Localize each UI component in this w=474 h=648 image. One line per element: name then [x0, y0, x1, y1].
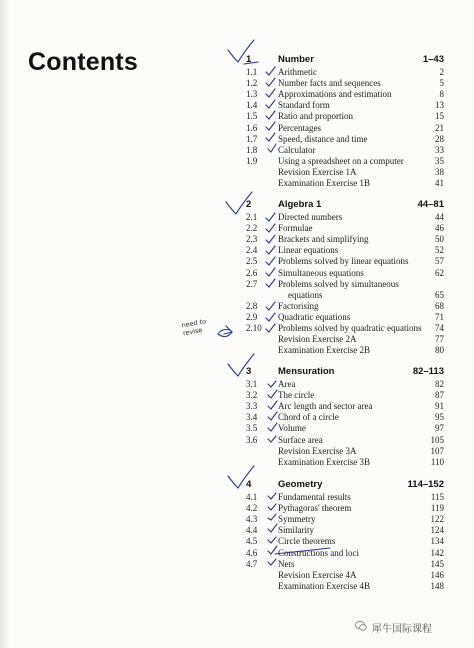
section-title: Pythagoras' theorem: [278, 503, 352, 514]
toc-entry[interactable]: [0, 245, 474, 256]
section-number: 1.7: [246, 133, 258, 144]
section-number: 3.4: [246, 412, 258, 423]
chapter-heading[interactable]: [0, 54, 474, 66]
section-page: 62: [435, 267, 444, 278]
section-page: 134: [430, 536, 444, 547]
section-title: The circle: [278, 390, 315, 401]
section-page: 74: [435, 323, 444, 333]
section-number: 4.4: [246, 525, 258, 536]
toc-entry[interactable]: [0, 412, 474, 423]
toc-entry[interactable]: [0, 134, 474, 145]
section-number: 1.3: [246, 89, 258, 100]
section-title: Linear equations: [278, 245, 339, 256]
section-number: 4.1: [246, 492, 258, 502]
section-number: 2.7: [246, 278, 258, 289]
section-page: 5: [439, 78, 444, 89]
toc-entry[interactable]: [0, 345, 474, 356]
section-number: 2.2: [246, 223, 258, 234]
section-title: Ratio and proportion: [278, 111, 353, 122]
chapter-page-range: 44–81: [417, 199, 444, 210]
toc-entry[interactable]: [0, 334, 474, 345]
chapter-title: Number: [278, 54, 314, 65]
section-title: Formulae: [278, 223, 313, 234]
section-title: Approximations and estimation: [278, 89, 392, 100]
section-number: 4.7: [246, 558, 258, 569]
section-page: 87: [435, 390, 444, 401]
section-title: Examination Exercise 4B: [278, 580, 370, 591]
toc-entry[interactable]: [0, 390, 474, 401]
section-number: 2.3: [246, 234, 258, 245]
section-page: 82: [435, 379, 444, 389]
section-title: Brackets and simplifying: [278, 234, 369, 245]
chapter-heading[interactable]: [0, 199, 474, 211]
chapter-1: [0, 54, 474, 191]
section-page: 57: [435, 256, 444, 267]
chapter-4: [0, 479, 474, 594]
section-title: Chord of a circle: [278, 412, 339, 423]
page-title: Contents: [28, 48, 138, 76]
section-number: 2.10: [246, 323, 262, 333]
chapter-number: 3: [246, 366, 252, 377]
section-page: 41: [435, 178, 444, 188]
section-title: Using a spreadsheet on a computer: [278, 155, 404, 166]
chapter-heading[interactable]: [0, 479, 474, 491]
section-title: Fundamental results: [278, 492, 351, 502]
section-title: Calculator: [278, 144, 316, 155]
section-title: Similarity: [278, 525, 314, 536]
section-title: Problems solved by linear equations: [278, 256, 409, 267]
section-number: 4.2: [246, 503, 258, 514]
section-number: 1.6: [246, 122, 258, 133]
toc-entry[interactable]: [0, 379, 474, 390]
section-page: 46: [435, 223, 444, 234]
section-page: 8: [439, 89, 444, 100]
toc-entry[interactable]: [0, 514, 474, 525]
section-title: Constructions and loci: [278, 547, 359, 558]
section-page: 33: [435, 144, 444, 155]
section-number: 2.4: [246, 245, 258, 256]
section-title: Symmetry: [278, 514, 316, 525]
toc-entry[interactable]: [0, 156, 474, 167]
section-title: Revision Exercise 4A: [278, 569, 357, 580]
wechat-icon: [355, 620, 367, 632]
section-page: 35: [435, 155, 444, 166]
section-title: Arc length and sector area: [278, 401, 373, 412]
section-page: 38: [435, 166, 444, 177]
toc-entry[interactable]: [0, 423, 474, 434]
section-page: 68: [435, 300, 444, 311]
section-page: 115: [430, 492, 444, 502]
section-number: 1.2: [246, 78, 258, 89]
section-page: 142: [430, 547, 444, 558]
section-page: 110: [430, 456, 444, 467]
toc-entry[interactable]: [0, 212, 474, 223]
chapter-number: 2: [246, 199, 252, 210]
section-number: 3.2: [246, 390, 258, 401]
watermark-text: 犀牛国际课程: [372, 624, 432, 635]
section-title: Factorising: [278, 300, 319, 311]
section-title: equations: [288, 289, 323, 300]
section-page: 52: [435, 245, 444, 256]
toc-entry[interactable]: [0, 301, 474, 312]
section-title: Quadratic equations: [278, 311, 351, 322]
section-page: 146: [430, 569, 444, 580]
section-page: 122: [430, 514, 444, 525]
toc-entry[interactable]: [0, 100, 474, 111]
chapter-2: [0, 199, 474, 358]
section-page: 21: [435, 122, 444, 133]
section-number: 3.3: [246, 401, 258, 412]
section-number: 2.8: [246, 300, 258, 311]
section-number: 4.6: [246, 547, 258, 558]
section-number: 4.5: [246, 536, 258, 547]
toc-entry[interactable]: [0, 178, 474, 189]
toc-entry[interactable]: [0, 559, 474, 570]
section-page: 13: [435, 100, 444, 111]
section-title: Speed, distance and time: [278, 133, 368, 144]
toc-entry[interactable]: [0, 581, 474, 592]
chapter-number: 1: [246, 54, 252, 65]
section-title: Examination Exercise 1B: [278, 178, 370, 188]
toc-entry[interactable]: [0, 67, 474, 78]
toc-entry[interactable]: [0, 167, 474, 178]
section-title: Area: [278, 379, 296, 389]
toc-entry[interactable]: [0, 78, 474, 89]
section-title: Revision Exercise 2A: [278, 334, 357, 345]
chapter-title: Algebra 1: [278, 199, 322, 210]
toc-entry[interactable]: [0, 279, 474, 290]
section-page: 77: [435, 334, 444, 345]
section-page: 124: [430, 525, 444, 536]
section-page: 2: [439, 67, 444, 77]
section-title: Problems solved by quadratic equations: [278, 323, 422, 333]
toc-entry[interactable]: [0, 435, 474, 446]
section-number: 1.9: [246, 155, 258, 166]
section-number: 1.1: [246, 67, 258, 77]
toc-entry[interactable]: [0, 145, 474, 156]
section-number: 3.1: [246, 379, 258, 389]
toc-entry[interactable]: [0, 570, 474, 581]
toc-entry[interactable]: [0, 492, 474, 503]
section-page: 97: [435, 423, 444, 434]
section-page: 91: [435, 401, 444, 412]
section-page: 50: [435, 234, 444, 245]
section-title: Examination Exercise 3B: [278, 456, 370, 467]
toc-entry[interactable]: [0, 457, 474, 468]
section-number: 1.5: [246, 111, 258, 122]
section-title: Arithmetic: [278, 67, 317, 77]
toc-entry[interactable]: [0, 223, 474, 234]
chapter-3: [0, 366, 474, 470]
section-page: 105: [430, 434, 444, 445]
section-page: 15: [435, 111, 444, 122]
chapter-title: Mensuration: [278, 366, 335, 377]
section-page: 44: [435, 212, 444, 222]
section-number: 2.5: [246, 256, 258, 267]
chapter-title: Geometry: [278, 479, 323, 490]
section-page: 95: [435, 412, 444, 423]
section-number: 1.4: [246, 100, 258, 111]
toc-entry[interactable]: [0, 234, 474, 245]
section-title: Problems solved by simultaneous: [278, 278, 399, 289]
section-title: Standard form: [278, 100, 330, 111]
toc-entry[interactable]: [0, 525, 474, 536]
toc-entry[interactable]: [0, 89, 474, 100]
toc-entry[interactable]: [0, 548, 474, 559]
toc-entry[interactable]: [0, 256, 474, 267]
section-number: 3.5: [246, 423, 258, 434]
section-page: 145: [430, 558, 444, 569]
section-title: Nets: [278, 558, 295, 569]
toc-entry[interactable]: [0, 123, 474, 134]
section-title: Surface area: [278, 434, 323, 445]
section-title: Volume: [278, 423, 306, 434]
section-title: Revision Exercise 3A: [278, 445, 357, 456]
toc-entry[interactable]: [0, 111, 474, 122]
toc-entry[interactable]: [0, 312, 474, 323]
section-number: 3.6: [246, 434, 258, 445]
toc-entry[interactable]: [0, 503, 474, 514]
toc-entry[interactable]: [0, 536, 474, 547]
toc-entry[interactable]: [0, 446, 474, 457]
section-title: Circle theorems: [278, 536, 336, 547]
section-title: Percentages: [278, 122, 321, 133]
section-page: 65: [435, 289, 444, 300]
section-number: 1.8: [246, 144, 258, 155]
section-number: 2.9: [246, 311, 258, 322]
section-title: Directed numbers: [278, 212, 343, 222]
toc-entry[interactable]: [0, 401, 474, 412]
section-title: Simultaneous equations: [278, 267, 364, 278]
section-page: 119: [430, 503, 444, 514]
chapter-page-range: 82–113: [412, 366, 444, 377]
section-page: 71: [435, 311, 444, 322]
handwritten-note: need to revise: [180, 317, 207, 338]
toc-entry[interactable]: [0, 268, 474, 279]
section-number: 2.1: [246, 212, 258, 222]
section-page: 80: [435, 345, 444, 356]
chapter-page-range: 1–43: [422, 54, 444, 65]
section-number: 4.3: [246, 514, 258, 525]
chapter-heading[interactable]: [0, 366, 474, 378]
section-title: Revision Exercise 1A: [278, 166, 357, 177]
toc-entry[interactable]: [0, 290, 474, 301]
section-page: 28: [435, 133, 444, 144]
section-title: Number facts and sequences: [278, 78, 381, 89]
section-title: Examination Exercise 2B: [278, 345, 370, 356]
section-page: 148: [430, 580, 444, 591]
section-number: 2.6: [246, 267, 258, 278]
section-page: 107: [430, 445, 444, 456]
chapter-page-range: 114–152: [407, 479, 444, 490]
chapter-number: 4: [246, 479, 252, 490]
toc-entry[interactable]: [0, 323, 474, 334]
